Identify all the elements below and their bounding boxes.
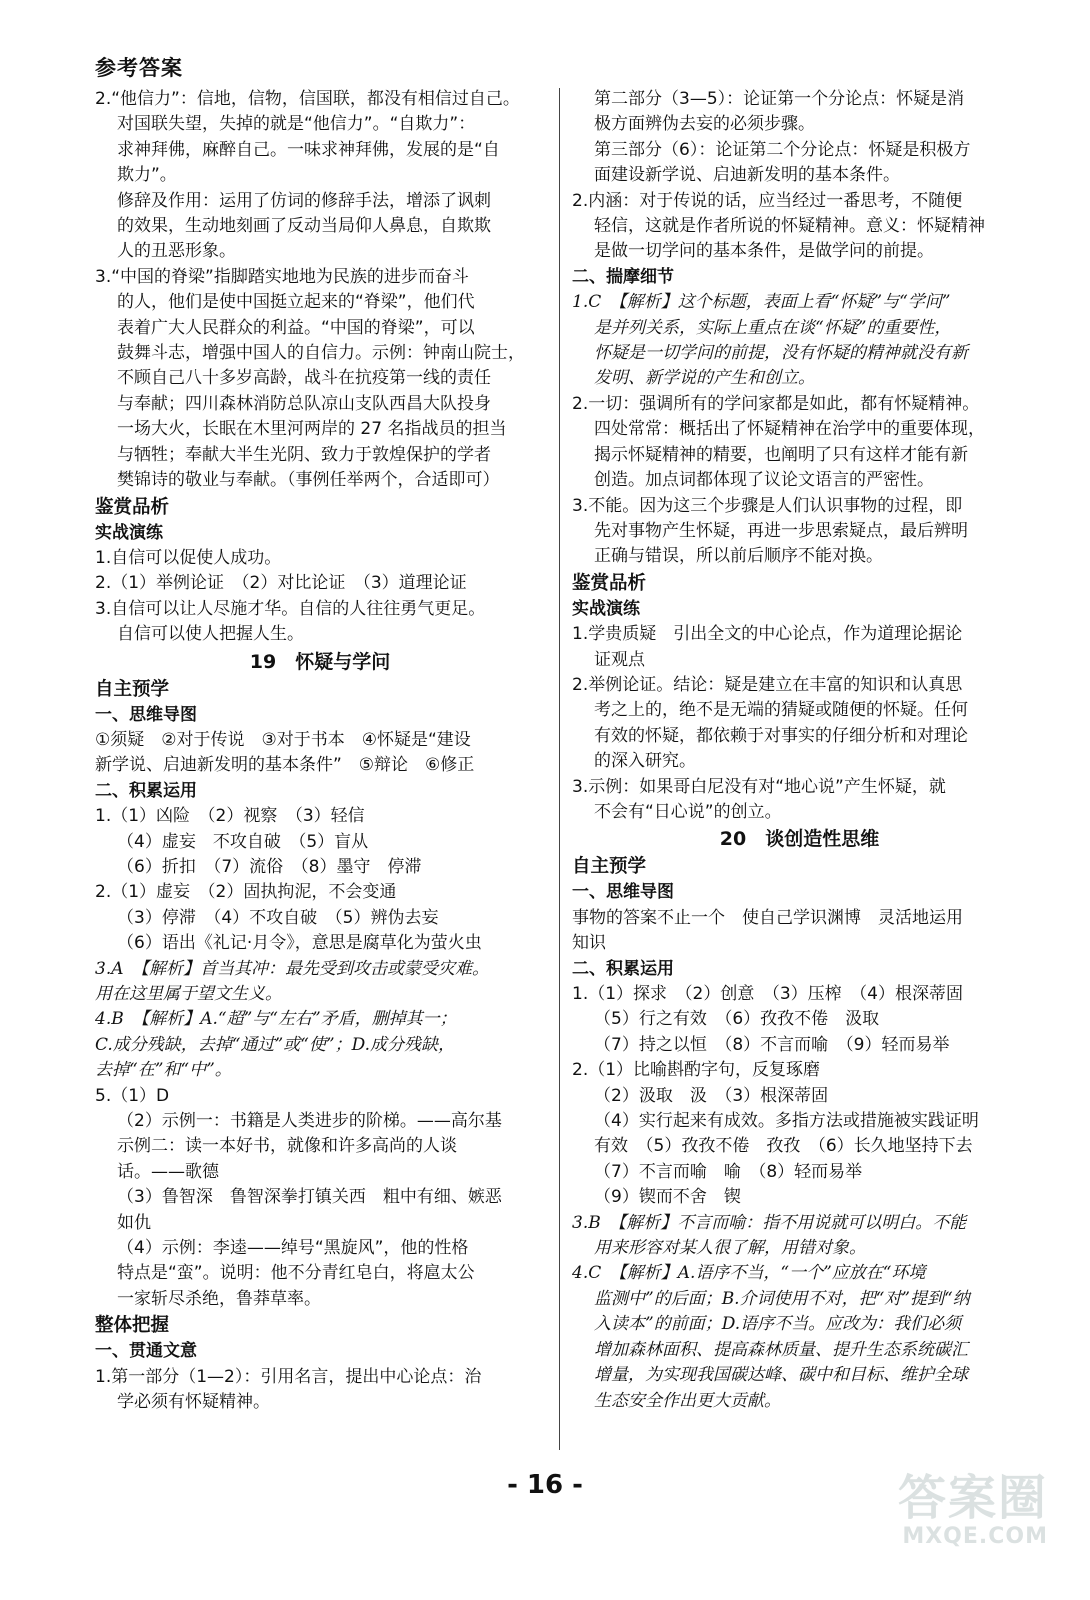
text-line: 的深入研究。: [594, 751, 696, 772]
text-line: 欺力”。: [117, 165, 177, 186]
text-line: 2.内涵：对于传说的话，应当经过一番思考，不随便: [572, 190, 963, 211]
text-line: 有效 （5）孜孜不倦 孜孜 （6）长久地坚持下去: [594, 1136, 973, 1157]
text-line: ①须疑 ②对于传说 ③对于书本 ④怀疑是“建设: [95, 729, 471, 750]
text-line: 1.（1）凶险 （2）视察 （3）轻信: [95, 806, 365, 827]
text-line: 正确与错误，所以前后顺序不能对换。: [594, 546, 883, 567]
text-line: 1.C 【解析】这个标题，表面上看“怀疑”与“学问”: [572, 292, 951, 313]
text-line: 1.（1）探求 （2）创意 （3）压榨 （4）根深蒂固: [572, 984, 963, 1004]
text-line: 修辞及作用：运用了仿词的修辞手法，增添了讽刺: [117, 190, 491, 211]
text-line: 发明、新学说的产生和创立。: [594, 368, 815, 389]
text-line: 3.B 【解析】不言而喻：指不用说就可以明白。不能: [572, 1212, 967, 1233]
text-line: 鉴赏品析: [572, 572, 647, 594]
watermark-bottom: MXQE.COM: [902, 1524, 1048, 1549]
text-line: 轻信，这就是作者所说的怀疑精神。意义：怀疑精神: [594, 216, 985, 237]
text-line: 极方面辨伪去妄的必须步骤。: [594, 114, 815, 135]
text-line: 1.学贵质疑 引出全文的中心论点，作为道理论据论: [572, 624, 963, 645]
text-line: 对国联失望，失掉的就是“他信力”。“自欺力”：: [117, 114, 476, 135]
text-line: 四处常常：概括出了怀疑精神在治学中的重要体现，: [594, 419, 985, 440]
text-line: 创造。加点词都体现了议论文语言的严密性。: [594, 470, 934, 491]
text-line: 增量，为实现我国碳达峰、碳中和目标、维护全球: [594, 1365, 968, 1386]
text-line: 5.（1）D: [95, 1085, 170, 1106]
text-line: （7）持之以恒 （8）不言而喻 （9）轻而易举: [594, 1034, 950, 1055]
text-line: 有效的怀疑，都依赖于对事实的仔细分析和对理论: [594, 725, 968, 746]
text-line: 的人，他们是使中国挺立起来的“脊梁”，他们代: [117, 292, 475, 313]
text-line: 2.举例论证。结论：疑是建立在丰富的知识和认真思: [572, 674, 963, 695]
text-line: 4.B 【解析】A.“超”与“左右”矛盾，删掉其一；: [95, 1009, 457, 1030]
text-line: 1.自信可以促使人成功。: [95, 547, 282, 568]
text-line: （2）汲取 汲 （3）根深蒂固: [594, 1085, 829, 1106]
text-line: 证观点: [594, 649, 645, 670]
text-line: 是并列关系，实际上重点在谈“怀疑”的重要性，: [594, 317, 952, 338]
text-line: 是做一切学问的基本条件，是做学问的前提。: [594, 241, 934, 262]
text-line: 人的丑恶形象。: [117, 241, 236, 262]
text-line: 如仇: [117, 1212, 151, 1233]
text-line: 2.（1）举例论证 （2）对比论证 （3）道理论证: [95, 573, 467, 594]
text-line: 增加森林面积、提高森林质量、提升生态系统碳汇: [594, 1339, 968, 1360]
text-line: （3）停滞 （4）不攻自破 （5）辨伪去妄: [117, 907, 439, 928]
text-line: 特点是“蛮”。说明：他不分青红皂白，将扈太公: [117, 1263, 475, 1284]
text-line: 实战演练: [572, 598, 640, 619]
text-line: 的效果，生动地刻画了反动当局仰人鼻息，自欺欺: [117, 216, 491, 237]
text-line: 2.（1）比喻斟酌字句，反复琢磨: [572, 1060, 821, 1081]
text-line: 第二部分（3—5）：论证第一个分论点：怀疑是消: [594, 89, 965, 109]
text-line: 一、思维导图: [95, 704, 197, 725]
text-line: 2.一切：强调所有的学问家都是如此，都有怀疑精神。: [572, 393, 980, 414]
text-line: 一、贯通文意: [95, 1341, 197, 1362]
text-line: （4）虚妄 不攻自破 （5）盲从: [117, 831, 369, 852]
text-line: 20 谈创造性思维: [719, 828, 880, 851]
text-line: 实战演练: [95, 522, 163, 543]
text-line: （7）不言而喻 喻 （8）轻而易举: [594, 1161, 863, 1182]
text-line: 生态安全作出更大贡献。: [594, 1390, 781, 1411]
text-line: 鼓舞斗志，增强中国人的自信力。示例：钟南山院士，: [117, 343, 525, 364]
text-line: （4）示例：李逵——绰号“黑旋风”，他的性格: [117, 1238, 469, 1259]
text-line: 去掉“在”和“中”。: [95, 1060, 232, 1081]
text-line: 示例二：读一本好书，就像和许多高尚的人谈: [117, 1136, 457, 1157]
text-line: 面建设新学说、启迪新发明的基本条件。: [594, 165, 900, 186]
text-line: 用在这里属于望文生义。: [95, 984, 282, 1004]
text-line: 1.第一部分（1—2）：引用名言，提出中心论点：治: [95, 1366, 482, 1387]
text-line: 自信可以使人把握人生。: [117, 624, 304, 645]
text-line: 3.示例：如果哥白尼没有对“地心说”产生怀疑，就: [572, 776, 946, 797]
page-header: 参考答案: [95, 56, 183, 80]
text-line: （6）语出《礼记·月令》，意思是腐草化为萤火虫: [117, 933, 482, 954]
text-line: 新学说、启迪新发明的基本条件” ⑤辩论 ⑥修正: [95, 755, 475, 776]
text-line: 整体把握: [95, 1315, 170, 1337]
text-line: （4）实行起来有成效。多指方法或措施被实践证明: [594, 1111, 979, 1132]
text-line: 考之上的，绝不是无端的猜疑或随便的怀疑。任何: [594, 700, 968, 721]
text-line: 先对事物产生怀疑，再进一步思索疑点，最后辨明: [594, 520, 968, 541]
text-line: 一家斩尽杀绝，鲁莽草率。: [117, 1288, 321, 1309]
text-line: 2.（1）虚妄 （2）固执拘泥，不会变通: [95, 882, 397, 903]
text-line: 揭示怀疑精神的精要，也阐明了只有这样才能有新: [594, 444, 968, 465]
text-line: 3.“中国的脊梁”指脚踏实地地为民族的进步而奋斗: [95, 266, 469, 287]
text-line: 用来形容对某人很了解，用错对象。: [594, 1238, 866, 1259]
text-line: 不会有“日心说”的创立。: [594, 801, 782, 822]
text-line: 樊锦诗的敬业与奉献。（事例任举两个，合适即可）: [117, 470, 500, 491]
text-line: 入读本”的前面；D.语序不当。应改为：我们必须: [594, 1314, 962, 1335]
text-line: 3.自信可以让人尽施才华。自信的人往往勇气更足。: [95, 598, 486, 619]
text-line: C.成分残缺，去掉“通过”或“使”；D.成分残缺，: [95, 1034, 455, 1055]
text-line: 一、思维导图: [572, 882, 674, 903]
text-line: 第三部分（6）：论证第二个分论点：怀疑是积极方: [594, 139, 971, 160]
text-line: 不顾自己八十多岁高龄，战斗在抗疫第一线的责任: [117, 368, 491, 389]
text-line: 事物的答案不止一个 使自己学识渊博 灵活地运用: [572, 907, 963, 928]
text-line: 3.A 【解析】首当其冲：最先受到攻击或蒙受灾难。: [95, 958, 489, 979]
text-line: 2.“他信力”：信地，信物，信国联，都没有相信过自己。: [95, 89, 520, 109]
text-line: （9）锲而不舍 锲: [594, 1187, 741, 1208]
text-line: 3.不能。因为这三个步骤是人们认识事物的过程，即: [572, 495, 963, 516]
text-line: 知识: [572, 933, 606, 954]
text-line: 二、积累运用: [572, 958, 674, 979]
text-line: （5）行之有效 （6）孜孜不倦 汲取: [594, 1009, 880, 1030]
text-line: 自主预学: [95, 678, 170, 700]
right-column: [572, 87, 1027, 1414]
text-line: 监测中”的后面；B.介词使用不对，把“对”提到“纳: [594, 1288, 970, 1309]
text-line: 话。——歌德: [117, 1161, 219, 1182]
watermark-top: 答案圈: [897, 1470, 1048, 1526]
text-line: 怀疑是一切学问的前提，没有怀疑的精神就没有新: [594, 343, 968, 364]
page-number: - 16 -: [507, 1470, 583, 1500]
text-line: （2）示例一：书籍是人类进步的阶梯。——高尔基: [117, 1111, 502, 1132]
column-divider: [559, 88, 560, 1450]
left-column: [95, 87, 545, 1416]
text-line: 表着广大人民群众的利益。“中国的脊梁”，可以: [117, 317, 475, 338]
watermark-logo: [858, 1472, 1048, 1552]
text-line: 二、揣摩细节: [572, 266, 674, 287]
text-line: 学必须有怀疑精神。: [117, 1392, 270, 1413]
text-line: 与牺牲；奉献大半生光阴、致力于敦煌保护的学者: [117, 444, 491, 465]
text-line: 一场大火，长眠在木里河两岸的 27 名指战员的担当: [117, 419, 507, 440]
text-line: （6）折扣 （7）流俗 （8）墨守 停滞: [117, 856, 422, 877]
text-line: 4.C 【解析】A.语序不当，“一个”应放在“环境: [572, 1263, 926, 1284]
text-line: 鉴赏品析: [95, 496, 170, 518]
text-line: 自主预学: [572, 856, 647, 878]
text-line: （3）鲁智深 鲁智深拳打镇关西 粗中有细、嫉恶: [117, 1187, 502, 1208]
text-line: 19 怀疑与学问: [249, 650, 391, 673]
text-line: 与奉献；四川森林消防总队凉山支队西昌大队投身: [117, 393, 491, 414]
text-line: 求神拜佛，麻醉自己。一味求神拜佛，发展的是“自: [117, 139, 500, 160]
text-line: 二、积累运用: [95, 780, 197, 801]
